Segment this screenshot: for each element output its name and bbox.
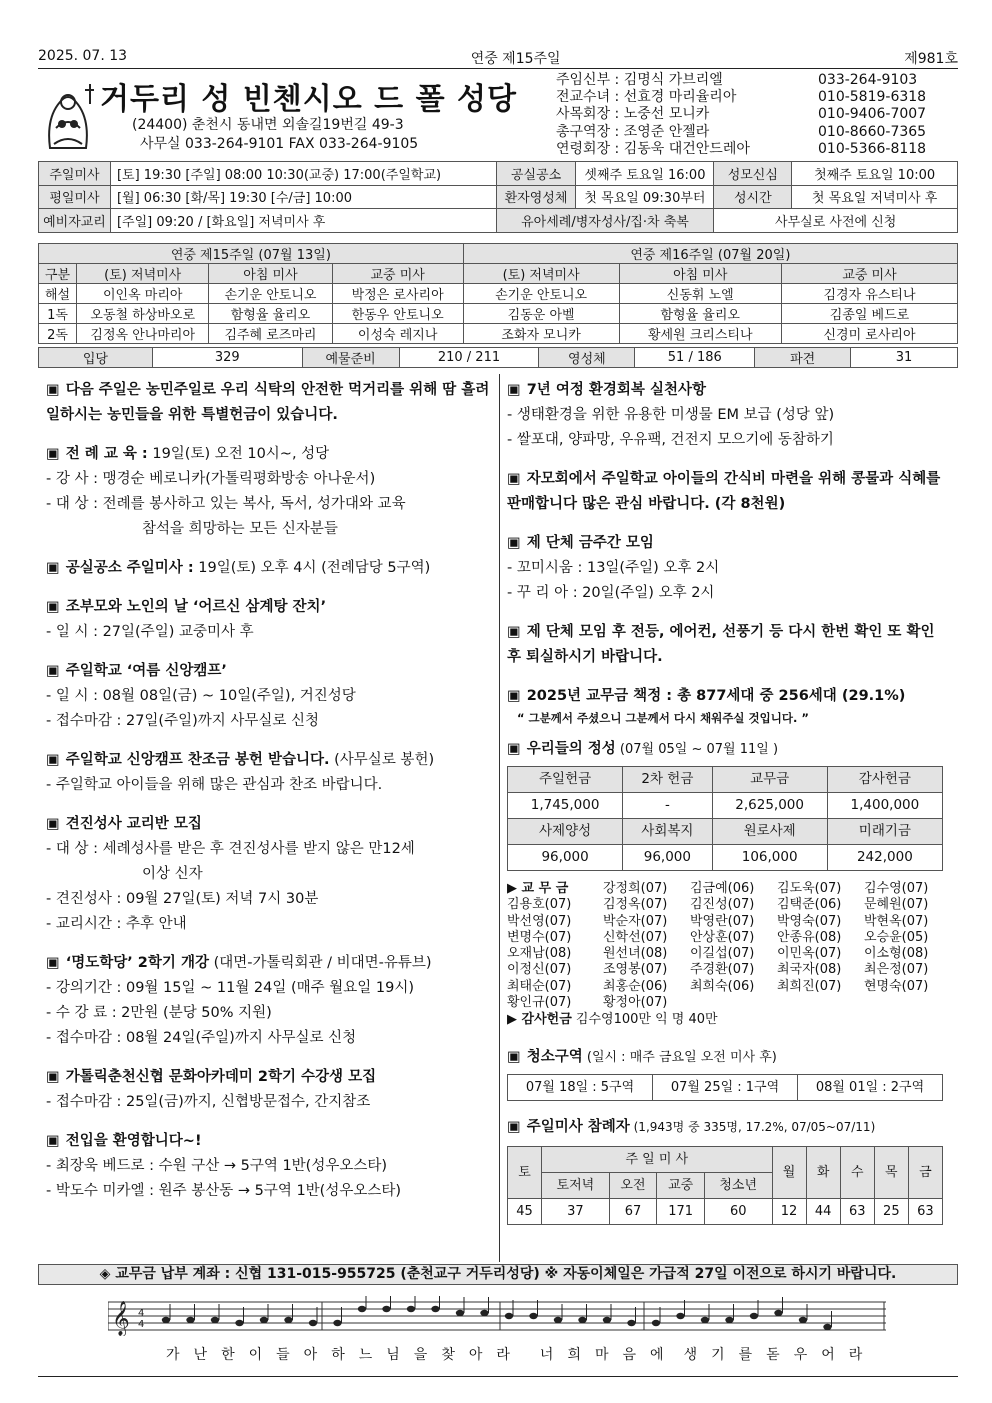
lyric-syllable: 이 — [248, 1347, 263, 1363]
contacts-list — [556, 72, 926, 158]
left-column — [46, 378, 492, 1218]
note-mark — [211, 1317, 219, 1323]
lyric-syllable: 아 — [468, 1347, 483, 1363]
lyric-syllable: 난 — [193, 1347, 208, 1363]
mass-schedule-table — [38, 161, 958, 233]
top-rule — [38, 68, 958, 69]
svg-text:4: 4 — [138, 1319, 145, 1330]
lyric-syllable: 우 — [793, 1347, 808, 1363]
notice-camp-donation: ▣ 주일학교 신앙캠프 찬조금 봉헌 받습니다. (사무실로 봉헌) - 주일학교 아이들을 위해 많은 관심과 찬조 바랍니다. — [46, 752, 435, 793]
notice-group-meetings: ▣ 제 단체 금주간 모임 - 꼬미시움 : 13일(주일) 오후 2시 - 꾸 리 아 : 20일(주일) 오후 2시 — [507, 535, 720, 601]
table-row: 45 37 67 171 60 12 44 63 25 63 — [508, 1198, 943, 1224]
lyric-syllable: 너 — [539, 1347, 554, 1363]
contact-row: 사목회장 : 노중선 모니카 010-9406-7007 — [556, 106, 927, 123]
contact-row: 주임신부 : 김명식 가브리엘 033-264-9103 — [556, 72, 918, 88]
lyric-syllable: 하 — [331, 1347, 345, 1363]
table-row: 1,745,000 - 2,625,000 1,400,000 — [508, 793, 943, 819]
contact-row: 연령회장 : 김동욱 대건안드레아 010-5366-8118 — [556, 140, 927, 157]
lyric-syllable: 를 — [738, 1347, 753, 1363]
contact-row: 총구역장 : 조영준 안젤라 010-8660-7365 — [556, 123, 927, 140]
bottom-rule — [38, 1376, 958, 1377]
lyric-syllable: 기 — [711, 1347, 725, 1363]
list-item: 최태순(07) 최홍순(06) 최희숙(06) 최희진(07) 현명숙(07) — [507, 978, 929, 994]
lyric-syllable: 가 — [166, 1347, 180, 1363]
lyric-syllable: 들 — [276, 1347, 290, 1363]
hymn-lyrics — [108, 1344, 886, 1364]
attendance-section: ▣ 주일미사 참례자 (1,943명 중 335명, 17.2%, 07/05~07/11) 토 주 일 미 사 월 화 수 목 금 토저녁 오전 교중 청소년 45 37 67 171 60 12 44 63 25 63 — [507, 1115, 949, 1225]
lyric-syllable: 에 — [650, 1347, 664, 1363]
contact-row: 전교수녀 : 선효경 마리율리아 010-5819-6318 — [556, 89, 927, 106]
note-mark — [505, 1313, 513, 1319]
notice-dues: ▣ 2025년 교무금 책정 : 총 877세대 중 256세대 (29.1%) “ 그분께서 주셨으니 그분께서 다시 채워주실 것입니다. ” — [507, 688, 906, 725]
table-row: 2독 김정옥 안나마리아 김주혜 로즈마리 이성숙 레지나 조화자 모니카 황세원 크리스티나 신경미 로사리아 — [39, 324, 958, 344]
attendance-table — [507, 1146, 943, 1225]
table-row: 예비자교리 [주일] 09:20 / [화요일] 저녁미사 후 유아세례/병자성사/집·차 축복 사무실로 사전에 신청 — [39, 209, 958, 233]
table-row: 해설 이인옥 마리아 손기운 안토니오 박정은 로사리아 손기운 안토니오 신동휘 노엘 김경자 유스티나 — [39, 284, 958, 304]
note-mark — [554, 1317, 562, 1323]
offerings-table — [507, 766, 943, 871]
list-item: 박선영(07) 박순자(07) 박영란(07) 박영숙(07) 박현옥(07) — [507, 913, 929, 929]
note-mark — [627, 1320, 635, 1326]
lyric-syllable: 한 — [221, 1347, 235, 1363]
notice-liturgy-education: ▣ 전 례 교 육 : 19일(토) 오전 10시~, 성당 - 강 사 : 맹경순 베로니카(가톨릭평화방송 아나운서) - 대 상 : 전례를 봉사하고 있는 복사, 독서, 성가대와 교육 참석을 희망하는 모든 신자분들 — [46, 446, 406, 537]
notice-farmers: ▣ 다음 주일은 농민주일로 우리 식탁의 안전한 먹거리를 위해 땀 흘려 일하시는 농민들을 위한 특별헌금이 있습니다. — [46, 382, 490, 423]
table-row: 토저녁 오전 교중 청소년 — [508, 1172, 943, 1198]
issue-number: 제981호 — [904, 51, 958, 67]
table-row: 구분 (토) 저녁미사 아침 미사 교중 미사 (토) 저녁미사 아침 미사 교중 미사 — [39, 264, 958, 284]
lyric-syllable: 어 — [821, 1347, 835, 1363]
note-mark — [382, 1306, 390, 1312]
note-mark — [358, 1306, 366, 1312]
footer-account-banner: ◈ 교무금 납부 계좌 : 신협 131-015-955725 (춘천교구 거두리성당) ※ 자동이체일은 가급적 27일 이전으로 하시기 바랍니다. — [38, 1264, 958, 1285]
table-row: 07월 18일 : 5구역 07월 25일 : 1구역 08월 01일 : 2구역 — [508, 1074, 943, 1100]
note-mark — [333, 1320, 341, 1326]
cleaning-section: ▣ 청소구역 (일시 : 매주 금요일 오전 미사 후) 07월 18일 : 5구역 07월 25일 : 1구역 08월 01일 : 2구역 — [507, 1045, 949, 1101]
church-address — [132, 116, 418, 154]
table-row: 입당 329 예물준비 210 / 211 영성체 51 / 186 파견 31 — [39, 348, 958, 368]
notice-summer-camp: ▣ 주일학교 ‘여름 신앙캠프’ - 일 시 : 08월 08일(금) ~ 10일(주일), 거진성당 - 접수마감 : 27일(주일)까지 사무실로 신청 — [46, 663, 356, 729]
note-mark — [162, 1317, 170, 1323]
list-item: 변명수(07) 신학선(07) 안상훈(07) 안종유(08) 오승윤(05) — [507, 929, 929, 945]
notice-gongsil-mass: ▣ 공실공소 주일미사 : 19일(토) 오후 4시 (전례담당 5구역) — [46, 560, 431, 576]
readers-table — [38, 243, 958, 344]
note-mark — [652, 1320, 660, 1326]
note-mark — [676, 1313, 684, 1319]
table-row: 연중 제15주일 (07월 13일) 연중 제16주일 (07월 20일) — [39, 244, 958, 264]
thanks-offering: ▶ 감사헌금 김수영100만 익 명 40만 — [507, 1012, 718, 1028]
lyric-syllable: 을 — [413, 1347, 428, 1363]
date: 2025. 07. 13 — [38, 48, 128, 64]
lyric-syllable: 희 — [567, 1347, 581, 1363]
list-item: 오재남(08) 원선녀(08) 이길섭(07) 이민옥(07) 이소형(08) — [507, 946, 929, 962]
list-item: 황인규(07) 황정아(07) — [507, 995, 668, 1011]
svg-text:4: 4 — [138, 1308, 145, 1319]
note-mark — [284, 1317, 292, 1323]
lyric-syllable: 마 — [594, 1347, 609, 1363]
note-mark — [578, 1317, 586, 1323]
lyric-syllable: 아 — [303, 1347, 318, 1363]
column-divider — [499, 374, 500, 1262]
note-mark — [774, 1310, 782, 1316]
table-row: 96,000 96,000 106,000 242,000 — [508, 845, 943, 871]
office-line: 사무실 033-264-9101 FAX 033-264-9105 — [140, 136, 419, 152]
list-item: ▶ 교 무 금 강정희(07) 김금예(06) 김도욱(07) 김수영(07) — [507, 881, 929, 896]
lyric-syllable: 느 — [358, 1347, 373, 1363]
list-item: 김용호(07) 김정옥(07) 김진성(07) 김택준(06) 문혜원(07) — [507, 897, 929, 913]
note-mark — [407, 1306, 415, 1312]
note-mark — [750, 1313, 758, 1319]
svg-text:𝄞: 𝄞 — [112, 1301, 130, 1336]
table-row: 주일헌금 2차 헌금 교무금 감사헌금 — [508, 767, 943, 793]
lyric-syllable: 생 — [683, 1347, 698, 1363]
cleaning-table — [507, 1074, 943, 1101]
church-name: 거두리 성 빈첸시오 드 폴 성당 — [100, 82, 517, 117]
notice-welcome: ▣ 전입을 환영합니다~! - 최장욱 베드로 : 수원 구산 → 5구역 1반(성우오스타) - 박도수 미카엘 : 원주 봉산동 → 5구역 1반(성우오스타) — [46, 1133, 402, 1199]
offerings-section: ▣ 우리들의 정성 (07월 05일 ~ 07월 11일 ) 주일헌금 2차 헌금 교무금 감사헌금 1,745,000 - 2,625,000 1,400,000 사제양성 사회복지 원로사제 미래기금 96,000 96,000 106,000 242,000 — [507, 737, 949, 871]
list-item: 이정신(07) 조영봉(07) 주경환(07) 최국자(08) 최은정(07) — [507, 962, 929, 978]
note-mark — [529, 1313, 537, 1319]
lyric-syllable: 찾 — [441, 1347, 455, 1363]
note-mark — [431, 1306, 439, 1312]
notice-check-lights: ▣ 제 단체 모임 후 전등, 에어컨, 선풍기 등 다시 한번 확인 또 확인 후 퇴실하시기 바랍니다. — [507, 624, 935, 665]
note-mark — [725, 1317, 733, 1323]
note-mark — [309, 1320, 317, 1326]
table-row: 평일미사 [월] 06:30 [화/목] 19:30 [수/금] 10:00 환자영성체 첫 목요일 09:30부터 성시간 첫 목요일 저녁미사 후 — [39, 185, 958, 209]
note-mark — [799, 1317, 807, 1323]
dues-payers-list — [507, 881, 949, 1029]
note-mark — [235, 1320, 243, 1326]
notice-environment: ▣ 7년 여정 환경회복 실천사항 - 생태환경을 위한 유용한 미생물 EM 보급 (성당 앞) - 쌀포대, 양파망, 우유팩, 건전지 모으기에 동참하기 — [507, 382, 835, 448]
lyric-syllable: 라 — [848, 1347, 863, 1363]
note-mark — [260, 1317, 268, 1323]
notice-credit-union-academy: ▣ 가톨릭춘천신협 문화아카데미 2학기 수강생 모집 - 접수마감 : 25일(금)까지, 신협방문접수, 간지참조 — [46, 1069, 377, 1110]
lyric-syllable: 음 — [622, 1347, 637, 1363]
note-mark — [456, 1310, 464, 1316]
lyric-syllable: 라 — [496, 1347, 510, 1363]
note-mark — [823, 1324, 831, 1330]
notice-elders-day: ▣ 조부모와 노인의 날 ‘어르신 삼계탕 잔치’ - 일 시 : 27일(주일) 교중미사 후 — [46, 599, 327, 640]
church-logo-icon — [42, 78, 94, 152]
table-row: 1독 오동철 하상바오로 함형율 율리오 한동우 안토니오 김동운 아벨 함형율 율리오 김종일 베드로 — [39, 304, 958, 324]
note-mark — [480, 1310, 488, 1316]
note-mark — [701, 1317, 709, 1323]
note-mark — [186, 1317, 194, 1323]
notice-myeongdo-school: ▣ ‘명도학당’ 2학기 개강 (대면-가톨릭회관 / 비대면-유튜브) - 강의기간 : 09월 15일 ~ 11월 24일 (매주 월요일 19시) - 수 강 료 : 2만원 (분당 50% 지원) - 접수마감 : 08월 24일(주일)까지 사무실로 신청 — [46, 955, 432, 1046]
lyric-syllable: 돋 — [766, 1347, 780, 1363]
note-mark — [603, 1317, 611, 1323]
top-line — [38, 48, 958, 68]
table-row: 토 주 일 미 사 월 화 수 목 금 — [508, 1146, 943, 1172]
lyric-syllable: 님 — [386, 1347, 400, 1363]
ministry-stats-table — [38, 347, 958, 368]
music-staff-icon — [108, 1296, 886, 1336]
table-row: 주일미사 [토] 19:30 [주일] 08:00 10:30(교중) 17:00(주일학교) 공실공소 셋째주 토요일 16:00 성모신심 첫째주 토요일 10:00 — [39, 162, 958, 186]
notice-mothers-sale: ▣ 자모회에서 주일학교 아이들의 간식비 마련을 위해 콩물과 식혜를 판매합니다 많은 관심 바랍니다. (각 8천원) — [507, 471, 941, 512]
notice-confirmation-class: ▣ 견진성사 교리반 모집 - 대 상 : 세례성사를 받은 후 견진성사를 받지 않은 만12세 이상 신자 - 견진성사 : 09월 27일(토) 저녁 7시 30분 - 교리시간 : 추후 안내 — [46, 816, 415, 932]
liturgical-sunday: 연중 제15주일 — [470, 51, 561, 67]
right-column — [507, 378, 949, 1225]
address-line: (24400) 춘천시 동내면 외솔길19번길 49-3 — [132, 117, 404, 133]
table-row: 사제양성 사회복지 원로사제 미래기금 — [508, 819, 943, 845]
